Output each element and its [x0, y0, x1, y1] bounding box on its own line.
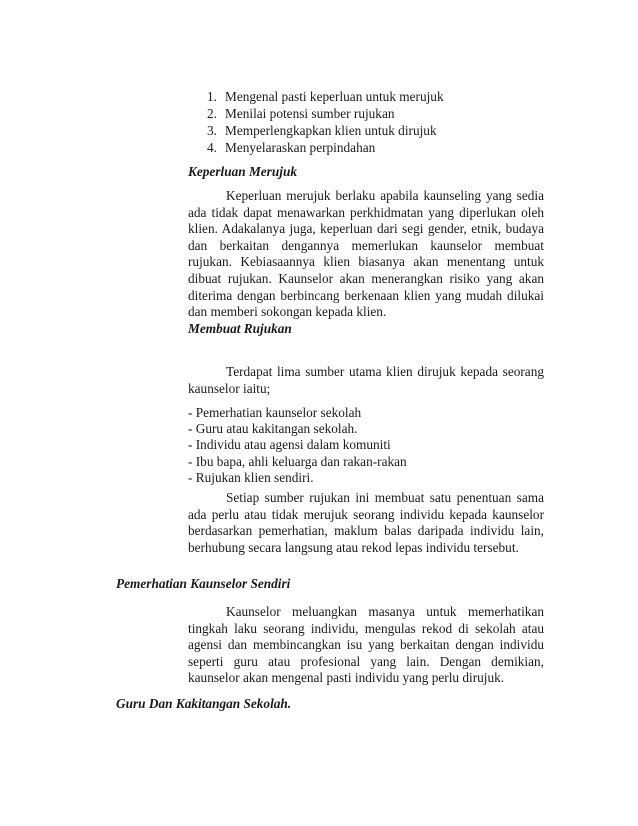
paragraph-intro-sources: Terdapat lima sumber utama klien dirujuk kepada seorang kaunselor iaitu;: [188, 364, 544, 396]
list-item: 2. Menilai potensi sumber rujukan: [207, 106, 395, 121]
section-heading-guru-kakitangan: Guru Dan Kakitangan Sekolah.: [116, 696, 292, 711]
list-item: 3. Memperlengkapkan klien untuk dirujuk: [207, 123, 437, 138]
paragraph-keperluan-merujuk: Keperluan merujuk berlaku apabila kaunseling yang sedia ada tidak dapat menawarkan perkhidmatan yang diperlukan oleh klien. Adakalanya juga, keperluan dari segi gender, etnik, budaya dan berkaitan dengannya memerlukan kaunselor membuat rujukan. Kebiasaannya klien biasanya akan menentang untuk dibuat rujukan. Kaunselor akan menerangkan risiko yang akan diterima dengan berbincang berkenaan klien yang mudah dilukai dan memberi sokongan kepada klien.: [188, 188, 544, 320]
section-heading-pemerhatian-kaunselor: Pemerhatian Kaunselor Sendiri: [116, 576, 291, 591]
referral-sources-list: [188, 405, 407, 486]
section-heading-keperluan-merujuk: Keperluan Merujuk: [188, 164, 297, 179]
list-item: 4. Menyelaraskan perpindahan: [207, 140, 376, 155]
list-item: - Ibu bapa, ahli keluarga dan rakan-rakan: [188, 453, 407, 469]
referral-steps-list: [207, 88, 444, 156]
section-heading-membuat-rujukan: Membuat Rujukan: [188, 321, 292, 336]
list-item: 1. Mengenal pasti keperluan untuk merujuk: [207, 89, 444, 104]
list-item: - Guru atau kakitangan sekolah.: [188, 421, 358, 437]
paragraph-sources-decision: Setiap sumber rujukan ini membuat satu penentuan sama ada perlu atau tidak merujuk seorang individu kepada kaunselor berdasarkan pemerhatian, maklum balas daripada individu lain, berhubung secara langsung atau rekod lepas individu tersebut.: [188, 490, 544, 555]
paragraph-pemerhatian-kaunselor: Kaunselor meluangkan masanya untuk memerhatikan tingkah laku seorang individu, mengulas rekod di sekolah atau agensi dan membincangkan isu yang berkaitan dengan individu seperti guru atau profesional yang lain. Dengan demikian, kaunselor akan mengenal pasti individu yang perlu dirujuk.: [188, 604, 544, 686]
list-item: - Pemerhatian kaunselor sekolah: [188, 405, 362, 420]
list-item: - Individu atau agensi dalam komuniti: [188, 437, 391, 453]
list-item: - Rujukan klien sendiri.: [188, 469, 314, 485]
